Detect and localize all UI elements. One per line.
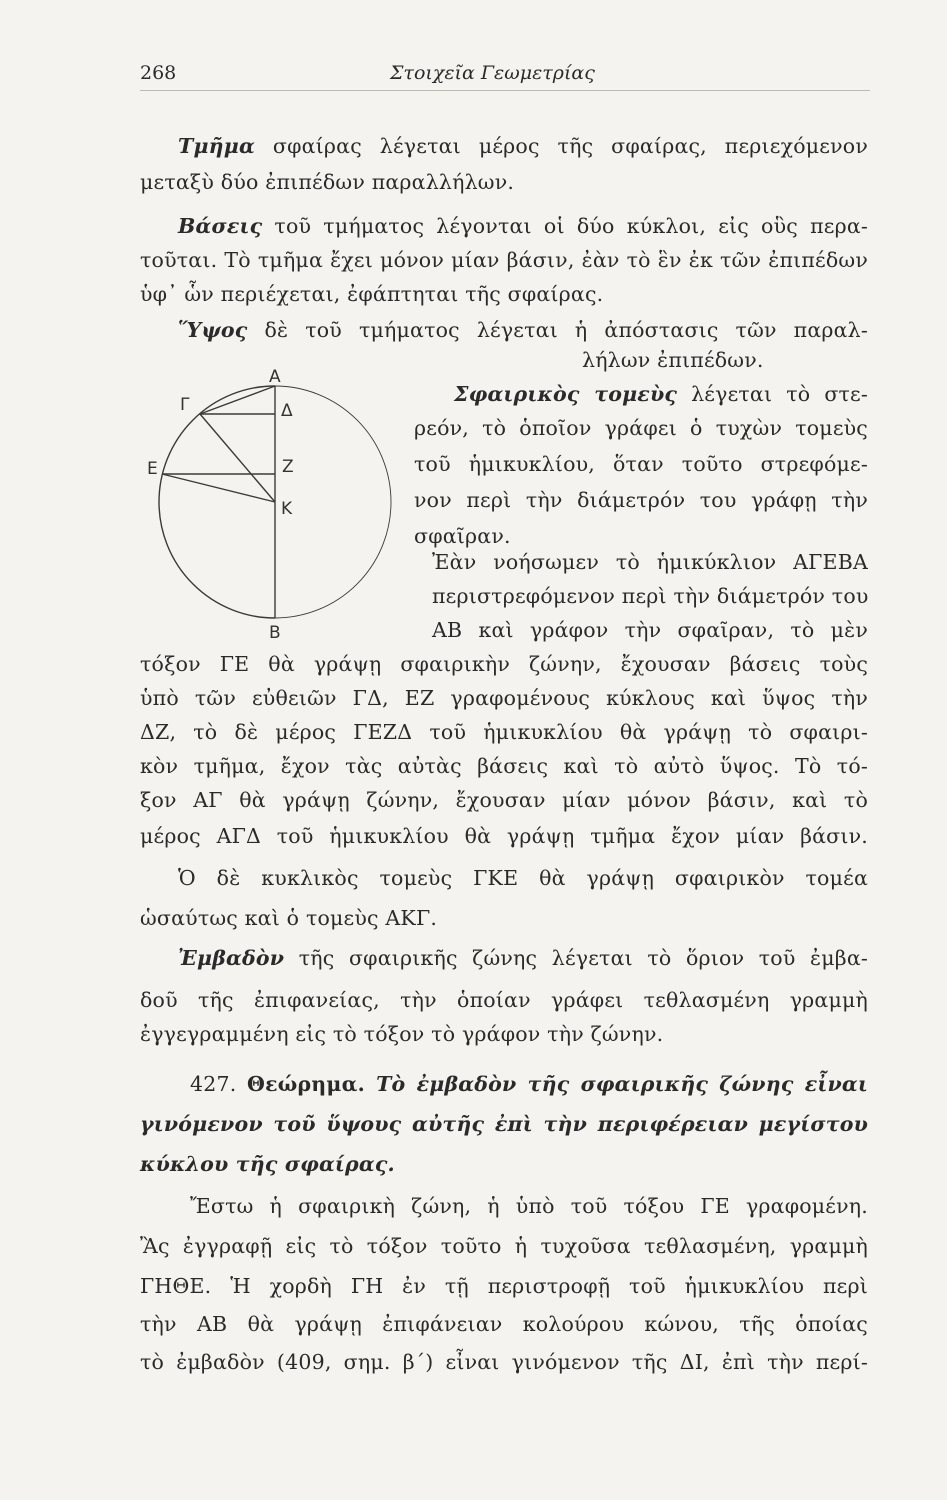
text-line: ΔΖ, τὸ δὲ μέρος ΓΕΖΔ τοῦ ἡμικυκλίου θὰ γράψῃ τὸ σφαιρι- (140, 720, 868, 744)
text-line: μέρος ΑΓΔ τοῦ ἡμικυκλίου θὰ γράψῃ τμῆμα ἔχον μίαν βάσιν. (140, 824, 868, 848)
radius-KE (162, 474, 275, 502)
text-line: Ἐὰν νοήσωμεν τὸ ἡμικύκλιον ΑΓΕΒΑ (432, 550, 868, 574)
text-line: ὑφ᾽ ὧν περιέχεται, ἐφάπτηται τῆς σφαίρας. (140, 282, 604, 306)
text-line: Σφαιρικὸς τομεὺς λέγεται τὸ στε- (454, 382, 868, 406)
page-number: 268 (140, 62, 177, 84)
text-line: Ὁ δὲ κυκλικὸς τομεὺς ΓΚΕ θὰ γράψῃ σφαιρικὸν τομέα (178, 866, 868, 890)
text-line: λήλων ἐπιπέδων. (582, 348, 764, 372)
page-header (140, 62, 870, 88)
text-line: τοῦται. Τὸ τμῆμα ἔχει μόνον μίαν βάσιν, ἐὰν τὸ ἓν ἐκ τῶν ἐπιπέδων (140, 248, 868, 272)
theorem-line: κύκλου τῆς σφαίρας. (140, 1152, 395, 1176)
text-line: Βάσεις τοῦ τμήματος λέγονται οἱ δύο κύκλοι, εἰς οὓς περα- (178, 214, 868, 238)
semicircle-arc (159, 386, 275, 618)
text-line: τοῦ ἡμικυκλίου, ὅταν τοῦτο στρεφόμε- (414, 452, 868, 476)
chord-AG (200, 386, 275, 414)
theorem-line: 427. Θεώρημα. Τὸ ἐμβαδὸν τῆς σφαιρικῆς ζώνης εἶναι (190, 1072, 868, 1096)
geometry-figure (142, 366, 412, 638)
label-E: Ε (147, 459, 158, 479)
label-K: Κ (281, 499, 293, 519)
label-Z: Ζ (282, 457, 294, 477)
text-line: τόξον ΓΕ θὰ γράψῃ σφαιρικὴν ζώνην, ἔχουσαν βάσεις τοὺς (140, 652, 868, 676)
text-line: ἐγγεγραμμένη εἰς τὸ τόξον τὸ γράφον τὴν ζώνην. (140, 1022, 664, 1046)
text-line: κὸν τμῆμα, ἔχον τὰς αὐτὰς βάσεις καὶ τὸ αὐτὸ ὕψος. Τὸ τό- (140, 754, 868, 778)
semicircle-diagram (142, 366, 412, 638)
text-line: Ἐμβαδὸν τῆς σφαιρικῆς ζώνης λέγεται τὸ ὅριον τοῦ ἐμβα- (178, 946, 868, 970)
label-A: Α (269, 367, 281, 387)
text-line: ὑπὸ τῶν εὐθειῶν ΓΔ, ΕΖ γραφομένους κύκλους καὶ ὕψος τὴν (140, 686, 868, 710)
text-line: ΓΗΘΕ. Ἡ χορδὴ ΓΗ ἐν τῇ περιστροφῇ τοῦ ἡμικυκλίου περὶ (140, 1274, 868, 1298)
text-line: ὡσαύτως καὶ ὁ τομεὺς ΑΚΓ. (140, 906, 438, 930)
header-rule (140, 90, 870, 91)
text-line: περιστρεφόμενον περὶ τὴν διάμετρόν του (432, 584, 869, 608)
text-line: δοῦ τῆς ἐπιφανείας, τὴν ὁποίαν γράφει τεθλασμένη γραμμὴ (140, 988, 868, 1012)
label-D: Δ (281, 401, 293, 421)
text-line: σφαῖραν. (414, 524, 511, 548)
theorem-line: γινόμενον τοῦ ὕψους αὐτῆς ἐπὶ τὴν περιφέρειαν μεγίστου (140, 1112, 868, 1136)
text-line: τὴν ΑΒ θὰ γράψῃ ἐπιφάνειαν κολούρου κώνου, τῆς ὁποίας (140, 1312, 868, 1336)
text-line: ξον ΑΓ θὰ γράψῃ ζώνην, ἔχουσαν μίαν μόνον βάσιν, καὶ τὸ (140, 788, 868, 812)
label-B: Β (269, 623, 281, 638)
label-G: Γ (180, 395, 190, 415)
running-title: Στοιχεῖα Γεωμετρίας (390, 62, 595, 84)
text-line: Ὕψος δὲ τοῦ τμήματος λέγεται ἡ ἀπόστασις τῶν παραλ- (178, 318, 868, 342)
text-line: ΑΒ καὶ γράφον τὴν σφαῖραν, τὸ μὲν (432, 618, 868, 642)
text-line: νον περὶ τὴν διάμετρόν του γράφῃ τὴν (414, 488, 868, 512)
radius-KG (200, 414, 275, 502)
text-line: Τμῆμα σφαίρας λέγεται μέρος τῆς σφαίρας, περιεχόμενον (178, 134, 868, 158)
text-line: Ἔστω ἡ σφαιρικὴ ζώνη, ἡ ὑπὸ τοῦ τόξου ΓΕ γραφομένη. (190, 1194, 868, 1218)
text-line: ρεόν, τὸ ὁποῖον γράφει ὁ τυχὼν τομεὺς (414, 416, 868, 440)
text-line: Ἂς ἐγγραφῇ εἰς τὸ τόξον τοῦτο ἡ τυχοῦσα τεθλασμένη, γραμμὴ (140, 1234, 868, 1258)
text-line: τὸ ἐμβαδὸν (409, σημ. β΄) εἶναι γινόμενον τῆς ΔΙ, ἐπὶ τὴν περί- (140, 1350, 868, 1374)
text-line: μεταξὺ δύο ἐπιπέδων παραλλήλων. (140, 170, 515, 194)
